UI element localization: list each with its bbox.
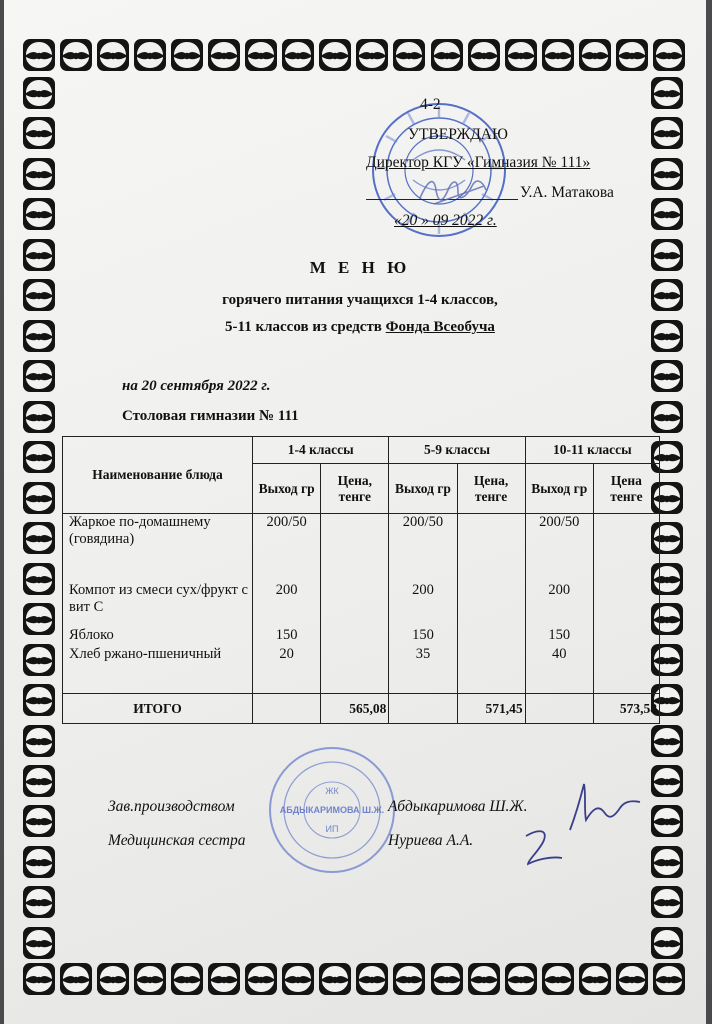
ornament-icon — [650, 359, 684, 393]
ornament-icon — [244, 962, 278, 996]
yield-value: 40 — [552, 646, 567, 662]
ornament-icon — [615, 38, 649, 72]
menu-table — [62, 436, 660, 724]
ornament-icon — [22, 845, 56, 879]
ornament-icon — [22, 116, 56, 150]
total-label: ИТОГО — [63, 694, 253, 724]
ornament-icon — [467, 962, 501, 996]
ornament-icon — [22, 683, 56, 717]
approval-signer: У.А. Матакова — [520, 184, 614, 201]
ornament-icon — [22, 562, 56, 596]
price-column-1-4 — [321, 514, 389, 694]
ornament-icon — [650, 724, 684, 758]
ornament-icon — [22, 804, 56, 838]
menu-title-block — [4, 258, 706, 336]
ornament-icon — [650, 804, 684, 838]
stamp-text-bottom: ИП — [325, 824, 339, 834]
ornament-icon — [96, 38, 130, 72]
approval-number: 4-2 — [420, 96, 441, 113]
menu-subtitle-line1: горячего питания учащихся 1-4 классов, — [222, 292, 498, 308]
ornament-icon — [170, 962, 204, 996]
approval-date: «20 » 09 2022 г. — [394, 212, 497, 229]
yield-value: 200 — [275, 582, 298, 598]
sub-header-price: Цена тенге — [593, 464, 659, 514]
ornament-icon — [650, 926, 684, 960]
yield-value: 150 — [275, 627, 298, 643]
canteen-name: Столовая гимназии № 111 — [122, 408, 299, 424]
ornament-icon — [22, 481, 56, 515]
stamp-text-name: АБДЫКАРИМОВА Ш.Ж. — [279, 805, 385, 815]
total-empty-cell — [389, 694, 457, 724]
table-body-row — [63, 514, 660, 694]
ornament-icon — [430, 38, 464, 72]
ornament-icon — [22, 724, 56, 758]
ornament-icon — [59, 962, 93, 996]
ornament-icon — [652, 38, 686, 72]
dish-item: Хлеб ржано-пшеничный — [69, 646, 222, 662]
yield-value: 150 — [412, 627, 434, 643]
yield-column-5-9 — [389, 514, 457, 694]
total-price-1-4: 565,08 — [321, 694, 389, 724]
production-role: Зав.производством — [108, 798, 235, 815]
sub-header-price: Цена, тенге — [321, 464, 389, 514]
ornament-icon — [22, 926, 56, 960]
dish-item: Жаркое по-домашнему (говядина) — [69, 514, 211, 547]
yield-value: 200 — [412, 582, 434, 598]
fund-name: Фонда Всеобуча — [385, 319, 495, 335]
sub-header-yield: Выход гр — [525, 464, 593, 514]
ornament-icon — [541, 962, 575, 996]
ornament-icon — [392, 962, 426, 996]
ornament-icon — [22, 359, 56, 393]
ornament-icon — [650, 197, 684, 231]
sub-header-price: Цена, тенге — [457, 464, 525, 514]
ornament-border-left — [22, 76, 58, 960]
ornament-icon — [281, 38, 315, 72]
total-row — [63, 694, 660, 724]
ornament-icon — [59, 38, 93, 72]
ornament-icon — [22, 885, 56, 919]
dish-column-header: Наименование блюда — [63, 437, 253, 514]
dish-list — [63, 514, 253, 694]
total-price-5-9: 571,45 — [457, 694, 525, 724]
ornament-icon — [22, 602, 56, 636]
price-column-5-9 — [457, 514, 525, 694]
price-column-10-11 — [593, 514, 659, 694]
ornament-icon — [22, 643, 56, 677]
production-name: Абдыкаримова Ш.Ж. — [388, 798, 528, 815]
director-signature — [414, 168, 504, 214]
ornament-icon — [170, 38, 204, 72]
ornament-border-bottom — [22, 962, 686, 998]
ornament-icon — [650, 885, 684, 919]
ornament-icon — [281, 962, 315, 996]
approve-label: УТВЕРЖДАЮ — [408, 126, 508, 143]
ornament-icon — [22, 76, 56, 110]
nurse-name: Нуриева А.А. — [388, 832, 474, 849]
ornament-icon — [207, 38, 241, 72]
ornament-icon — [318, 38, 352, 72]
ornament-icon — [650, 400, 684, 434]
ornament-icon — [615, 962, 649, 996]
ornament-icon — [541, 38, 575, 72]
ornament-icon — [504, 962, 538, 996]
ornament-icon — [22, 197, 56, 231]
yield-value: 20 — [279, 646, 294, 662]
ornament-icon — [133, 38, 167, 72]
dish-item: Компот из смеси сух/фрукт с вит С — [69, 582, 248, 615]
group-header-1-4: 1-4 классы — [253, 437, 389, 464]
ornament-icon — [578, 962, 612, 996]
yield-value: 35 — [415, 646, 431, 662]
ornament-icon — [578, 38, 612, 72]
sub-header-yield: Выход гр — [253, 464, 321, 514]
ornament-icon — [652, 962, 686, 996]
yield-value: 200/50 — [402, 514, 444, 530]
yield-value: 200/50 — [266, 514, 307, 530]
yield-value: 200 — [548, 582, 571, 598]
stamp-text-top: ЖК — [325, 786, 339, 796]
nurse-role: Медицинская сестра — [108, 832, 246, 849]
ornament-icon — [318, 962, 352, 996]
ornament-icon — [22, 764, 56, 798]
ornament-icon — [650, 157, 684, 191]
round-stamp-lower — [266, 744, 398, 876]
yield-value: 200/50 — [539, 514, 580, 530]
yield-column-1-4 — [253, 514, 321, 694]
dish-item: Яблоко — [69, 627, 114, 643]
ornament-icon — [22, 440, 56, 474]
ornament-icon — [430, 962, 464, 996]
ornament-icon — [650, 76, 684, 110]
ornament-icon — [96, 962, 130, 996]
total-price-10-11: 573,58 — [593, 694, 659, 724]
ornament-icon — [207, 962, 241, 996]
menu-heading: М Е Н Ю — [309, 258, 411, 277]
ornament-border-top — [22, 38, 686, 74]
ornament-icon — [355, 38, 389, 72]
yield-column-10-11 — [525, 514, 593, 694]
ornament-icon — [22, 962, 56, 996]
yield-value: 150 — [548, 627, 571, 643]
ornament-icon — [504, 38, 538, 72]
group-header-10-11: 10-11 классы — [525, 437, 659, 464]
ornament-icon — [22, 521, 56, 555]
total-empty-cell — [525, 694, 593, 724]
ornament-icon — [133, 962, 167, 996]
menu-date: на 20 сентября 2022 г. — [122, 378, 271, 394]
menu-subtitle-line2 — [4, 319, 706, 336]
ornament-icon — [650, 845, 684, 879]
ornament-icon — [22, 38, 56, 72]
ornament-icon — [244, 38, 278, 72]
document-page — [4, 0, 706, 1024]
total-empty-cell — [253, 694, 321, 724]
subtitle-prefix: 5-11 классов из средств — [225, 319, 386, 335]
director-line: Директор КГУ «Гимназия № 111» — [366, 154, 591, 171]
production-signature — [564, 778, 648, 836]
sub-header-yield: Выход гр — [389, 464, 457, 514]
ornament-icon — [467, 38, 501, 72]
ornament-icon — [650, 116, 684, 150]
ornament-icon — [355, 962, 389, 996]
ornament-icon — [650, 764, 684, 798]
nurse-signature — [516, 822, 576, 866]
ornament-icon — [392, 38, 426, 72]
group-header-5-9: 5-9 классы — [389, 437, 525, 464]
ornament-icon — [22, 400, 56, 434]
ornament-icon — [22, 157, 56, 191]
